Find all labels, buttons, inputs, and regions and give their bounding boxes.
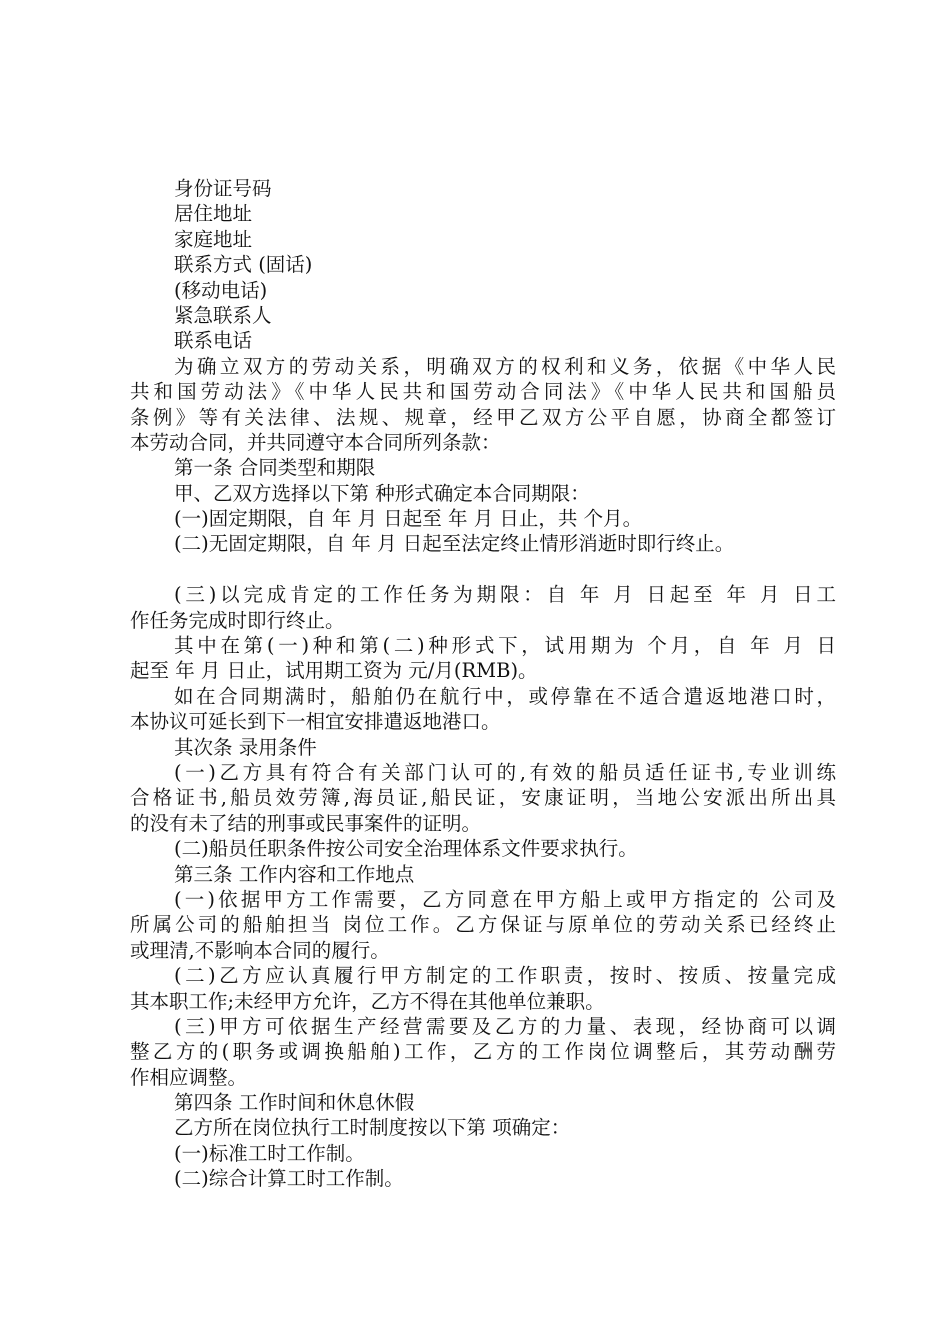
text-line: (一)固定期限，自 年 月 日起至 年 月 日止，共 个月。 [174,507,643,531]
contract-page-body [130,176,836,1192]
text-line: 起至 年 月 日止，试用期工资为 元/月(RMB)。 [130,659,538,683]
text-line: 或理清,不影响本合同的履行。 [130,938,390,962]
text-line: (一)依据甲方工作需要，乙方同意在甲方船上或甲方指定的 公司及 [174,887,836,911]
text-line: (二)船员任职条件按公司安全治理体系文件要求执行。 [174,837,638,861]
text-line: 本协议可延长到下一相宜安排遣返地港口。 [130,710,501,734]
text-line: 居住地址 [174,202,253,226]
text-line: 条例》等有关法律、法规、规章，经甲乙双方公平自愿，协商全都签订 [130,405,836,429]
text-line: 如在合同期满时，船舶仍在航行中，或停靠在不适合遣返地港口时， [174,684,836,708]
text-line: (三)以完成肯定的工作任务为期限：自 年 月 日起至 年 月 日工 [174,583,836,607]
text-line: 作任务完成时即行终止。 [130,608,345,632]
blank-line [130,557,836,582]
text-line: (三)甲方可依据生产经营需要及乙方的力量、表现，经协商可以调 [174,1014,836,1038]
text-line: 所属公司的船舶担当 岗位工作。乙方保证与原单位的劳动关系已经终止 [130,913,836,937]
text-line: (二)无固定期限，自 年 月 日起至法定终止情形消逝时即行终止。 [174,532,735,556]
text-line: 为确立双方的劳动关系，明确双方的权利和义务，依据《中华人民 [174,354,836,378]
text-line: (二)综合计算工时工作制。 [174,1167,404,1191]
text-line: 联系方式 (固话) [174,253,313,277]
text-line: 合格证书,船员效劳簿,海员证,船民证，安康证明，当地公安派出所出具 [130,786,836,810]
text-line: 其次条 录用条件 [174,735,317,759]
text-line: 甲、乙双方选择以下第 种形式确定本合同期限： [174,481,590,505]
text-line: (二)乙方应认真履行甲方制定的工作职责，按时、按质、按量完成 [174,964,836,988]
text-line: (移动电话) [174,278,268,302]
text-line: 作相应调整。 [130,1065,248,1089]
text-line: 的没有未了结的刑事或民事案件的证明。 [130,811,482,835]
text-line: 整乙方的(职务或调换船舶)工作，乙方的工作岗位调整后，其劳动酬劳 [130,1040,836,1064]
text-line: 第三条 工作内容和工作地点 [174,862,415,886]
text-line: 其本职工作;未经甲方允许，乙方不得在其他单位兼职。 [130,989,605,1013]
text-line: (一)乙方具有符合有关部门认可的,有效的船员适任证书,专业训练 [174,760,836,784]
text-line: 第一条 合同类型和期限 [174,456,376,480]
text-line: 身份证号码 [174,177,272,200]
text-line: 联系电话 [174,329,253,353]
text-line: 家庭地址 [174,227,253,251]
text-line: 乙方所在岗位执行工时制度按以下第 项确定： [174,1116,571,1140]
text-line: 共和国劳动法》《中华人民共和国劳动合同法》《中华人民共和国船员 [130,380,836,404]
text-line: (一)标准工时工作制。 [174,1141,365,1165]
text-line: 其中在第(一)种和第(二)种形式下，试用期为 个月，自 年 月 日 [174,634,836,658]
text-line: 本劳动合同，并共同遵守本合同所列条款： [130,430,501,454]
text-line: 紧急联系人 [174,303,272,327]
text-line: 第四条 工作时间和休息休假 [174,1091,415,1115]
